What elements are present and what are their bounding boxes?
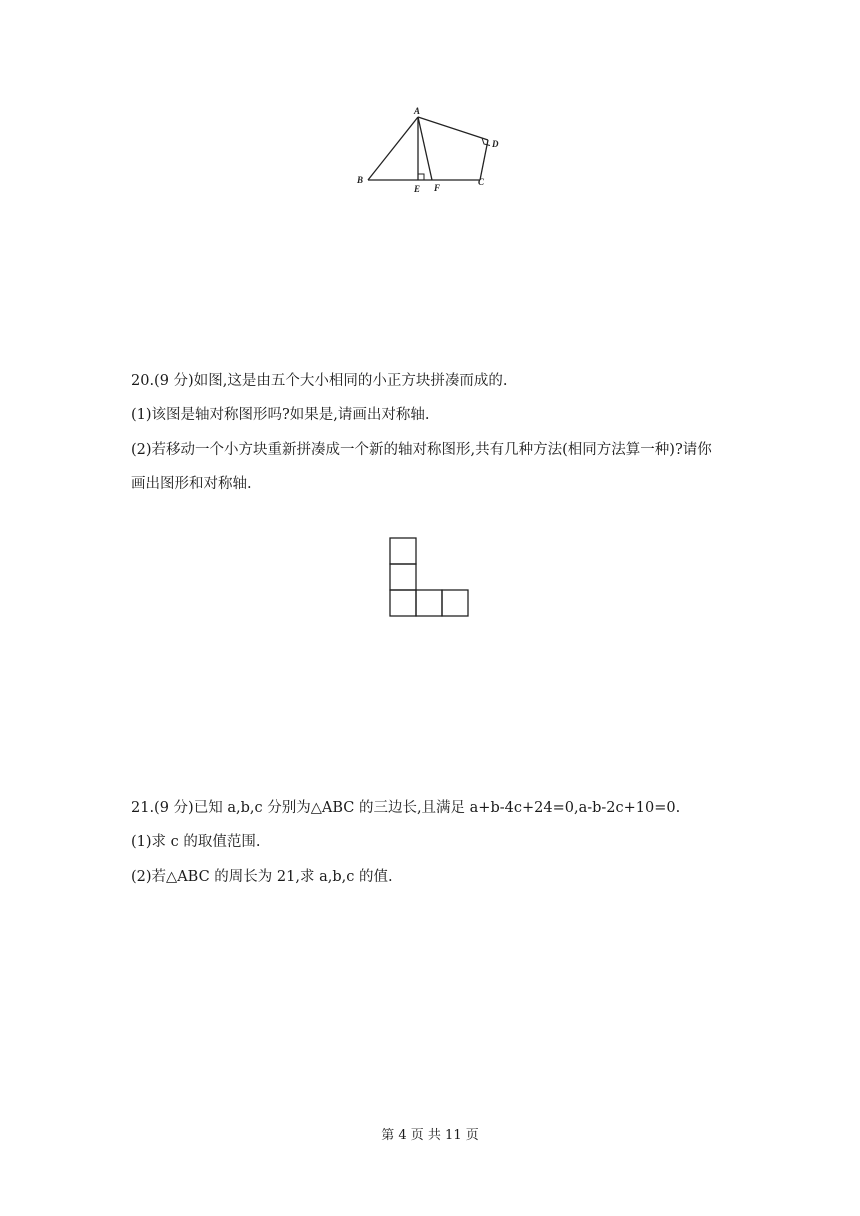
- triangle-quadrilateral-figure: [350, 100, 520, 200]
- segment-AB: [368, 117, 418, 180]
- q21-part2: (2)若△ABC 的周长为 21,求 a,b,c 的值.: [131, 869, 393, 885]
- label-B: B: [357, 175, 364, 185]
- segment-AD: [418, 117, 488, 140]
- square-bottom-right: [442, 590, 468, 616]
- right-angle-mark-E: [418, 174, 424, 180]
- label-E: E: [414, 184, 421, 194]
- five-squares-figure: [388, 536, 472, 620]
- page-footer: 第 4 页 共 11 页: [381, 1128, 479, 1143]
- label-C: C: [478, 177, 485, 187]
- square-middle: [390, 564, 416, 590]
- q21-title: 21.(9 分)已知 a,b,c 分别为△ABC 的三边长,且满足 a+b-4c+24=0,a-b-2c+10=0.: [131, 800, 681, 816]
- q20-part2-line2: 画出图形和对称轴.: [131, 476, 252, 492]
- q20-part2-line1: (2)若移动一个小方块重新拼凑成一个新的轴对称图形,共有几种方法(相同方法算一种)?请你: [131, 442, 712, 458]
- q20-part1: (1)该图是轴对称图形吗?如果是,请画出对称轴.: [131, 407, 430, 423]
- square-bottom-left: [390, 590, 416, 616]
- segment-DC: [480, 140, 488, 180]
- q21-part1: (1)求 c 的取值范围.: [131, 834, 261, 850]
- label-A: A: [414, 106, 421, 116]
- q20-title: 20.(9 分)如图,这是由五个大小相同的小正方块拼凑而成的.: [131, 373, 508, 389]
- label-D: D: [492, 139, 499, 149]
- square-top: [390, 538, 416, 564]
- label-F: F: [434, 183, 441, 193]
- segment-AF: [418, 117, 432, 180]
- square-bottom-center: [416, 590, 442, 616]
